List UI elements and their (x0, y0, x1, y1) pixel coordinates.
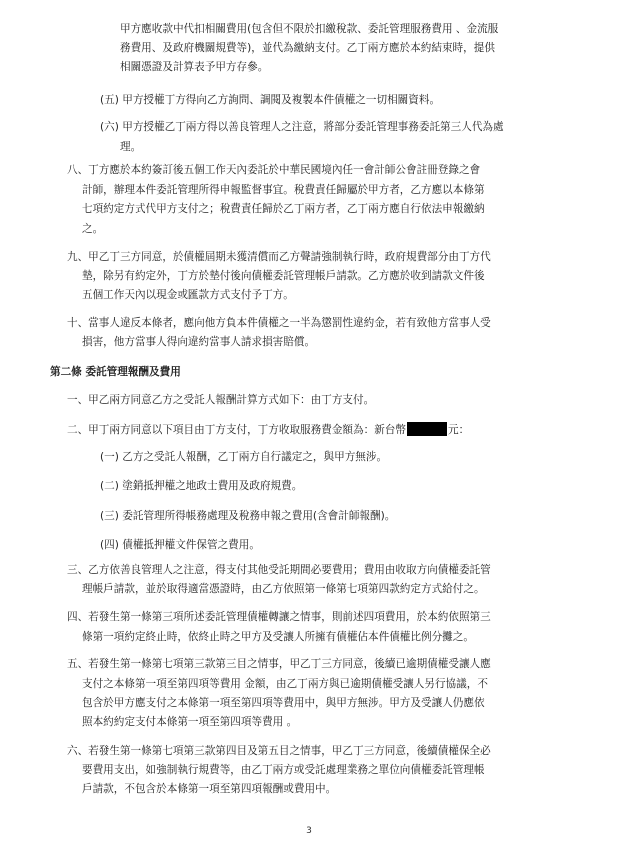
text-line: (五) 甲方授權丁方得向乙方詢問、調閱及複製本件債權之一切相關資料。 (100, 94, 441, 106)
text-line: 墊，除另有約定外，丁方於墊付後向債權委託管理帳戶請款。乙方應於收到請款文件後 (82, 270, 485, 282)
text-line: 計師，辦理本件委託管理所得申報監督事宜。稅費責任歸屬於甲方者，乙方應以本條第 (82, 184, 485, 196)
text-line: 務費用、及政府機關規費等)，並代為繳納支付。乙丁兩方應於本約結束時，提供 (120, 42, 495, 54)
text-line: 五、若發生第一條第七項第三款第三目之情事，甲乙丁三方同意，後續已逾期債權受讓人應 (67, 658, 491, 670)
text-fragment: 二、甲丁兩方同意以下項目由丁方支付，丁方收取服務費金額為：新台幣 (67, 424, 406, 436)
text-line: 支付之本條第一項至第四項等費用 金額，由乙丁兩方與已逾期債權受讓人另行協議，不 (82, 678, 488, 690)
text-line: 照本約約定支付本條第一項至第四項等費用 。 (82, 716, 298, 728)
text-line: 三、乙方依善良管理人之注意，得支付其他受託期間必要費用；費用由收取方向債權委託管 (67, 564, 491, 576)
text-line: 損害，他方當事人得向違約當事人請求損害賠償。 (82, 336, 316, 348)
text-line: 理。 (120, 141, 142, 153)
text-line: 十、當事人違反本條者，應向他方負本件債權之一半為懲罰性違約金，若有致他方當事人受 (67, 317, 491, 329)
redaction-box (407, 422, 447, 436)
text-line: 理帳戶請款，並於取得適當憑證時，由乙方依照第一條第七項第四款約定方式給付之。 (82, 583, 485, 595)
text-line: (四) 債權抵押權文件保管之費用。 (100, 539, 260, 551)
text-line: 條第一項約定終止時，依終止時之甲方及受讓人所擁有債權佔本件債權比例分攤之。 (82, 631, 474, 643)
text-line: 相關憑證及計算表予甲方存參。 (120, 61, 269, 73)
text-line: (六) 甲方授權乙丁兩方得以善良管理人之注意，將部分委託管理事務委託第三人代為處 (100, 121, 504, 133)
text-line: 五個工作天內以現金或匯款方式支付予丁方。 (82, 289, 294, 301)
text-line: (一) 乙方之受託人報酬，乙丁兩方自行議定之，與甲方無涉。 (100, 451, 388, 463)
text-line: 包含於甲方應支付之本條第一項至第四項等費用中，與甲方無涉。甲方及受讓人仍應依 (82, 697, 485, 709)
text-line: 七項約定方式代甲方支付之；稅費責任歸於乙丁兩方者，乙丁兩方應自行依法申報繳納 (82, 203, 485, 215)
text-fragment: 元： (448, 424, 470, 436)
text-line: 一、甲乙兩方同意乙方之受託人報酬計算方式如下：由丁方支付。 (67, 394, 375, 406)
section-heading: 第二條 委託管理報酬及費用 (50, 366, 181, 378)
text-line: 四、若發生第一條第三項所述委託管理債權轉讓之情事，則前述四項費用，於本約依照第三 (67, 611, 491, 623)
text-line: 之。 (82, 223, 104, 235)
text-line: 九、甲乙丁三方同意，於債權屆期未獲清償而乙方聲請強制執行時，政府規費部分由丁方代 (67, 251, 491, 263)
text-line: 戶請款，不包含於本條第一項至第四項報酬或費用中。 (82, 783, 337, 795)
text-line: (三) 委託管理所得帳務處理及稅務申報之費用(含會計師報酬)。 (100, 510, 396, 522)
text-line: 八、丁方應於本約簽訂後五個工作天內委託於中華民國境內任一會計師公會註冊登錄之會 (67, 164, 481, 176)
text-line: 甲方應收款中代扣相關費用(包含但不限於扣繳稅款、委託管理服務費用 、金流服 (120, 23, 499, 35)
page-number: 3 (306, 826, 312, 836)
text-line (67, 422, 469, 437)
text-line: (二) 塗銷抵押權之地政士費用及政府規費。 (100, 480, 303, 492)
text-line: 要費用支出，如強制執行規費等，由乙丁兩方或受託處理業務之單位向債權委託管理帳 (82, 764, 485, 776)
text-line: 六、若發生第一條第七項第三款第四目及第五目之情事，甲乙丁三方同意，後續債權保全必 (67, 745, 491, 757)
